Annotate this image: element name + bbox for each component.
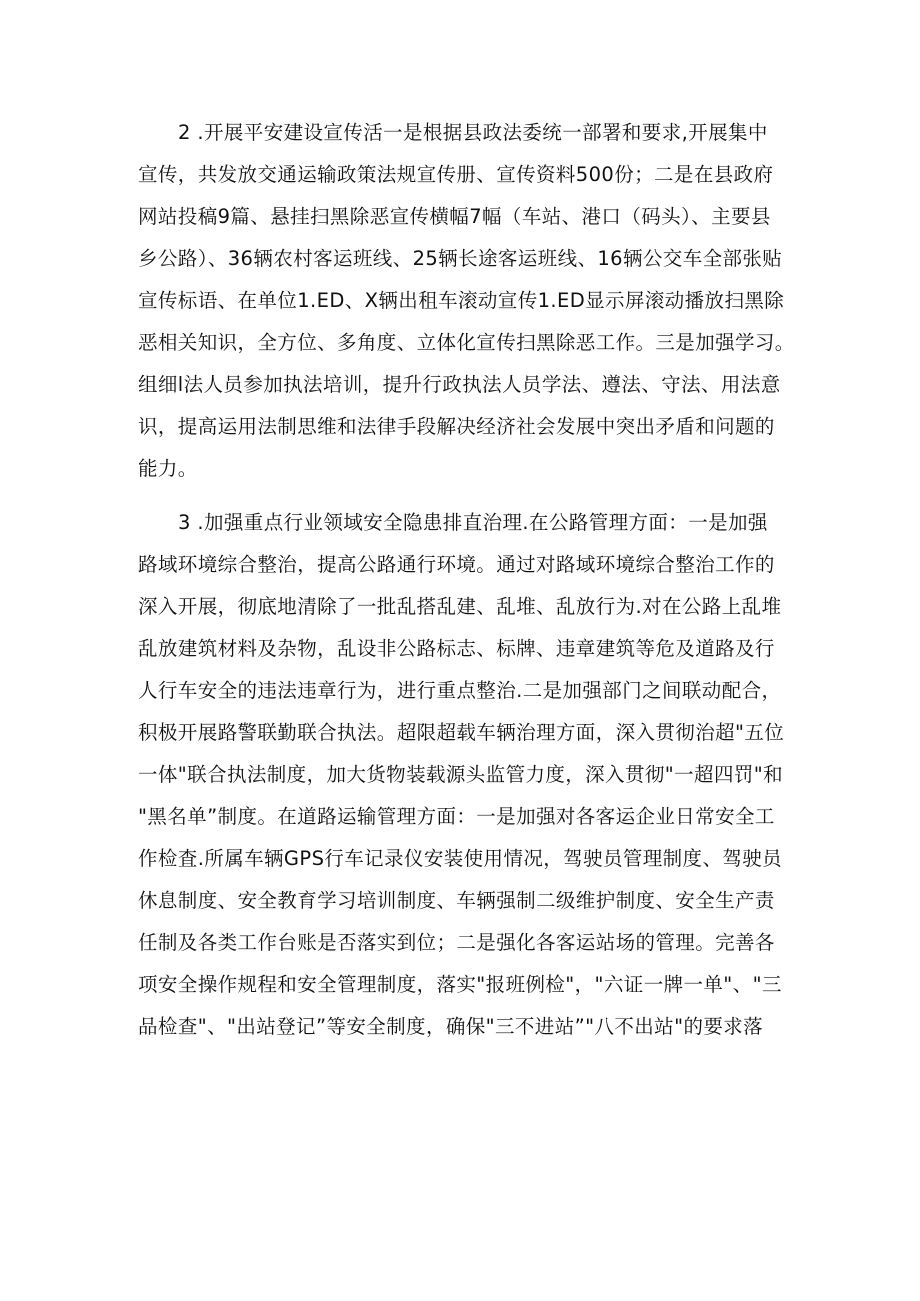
paragraph-line: 作检査.所属车辆GPS行车记录仪安装使用情况，驾驶员管理制度、驾驶员 <box>138 847 783 870</box>
paragraph-line: 一体"联合执法制度，加大货物装载源头监管力度，深入贯彻"一超四罚"和 <box>138 763 784 786</box>
paragraph-line: 任制及各类工作台账是否落实到位；二是强化各客运站场的管理。完善各 <box>138 931 775 954</box>
paragraph-line: 识，提高运用法制思维和法律手段解决经济社会发展中突出矛盾和问题的 <box>138 415 775 438</box>
paragraph-line: 网站投稿9篇、悬挂扫黑除恶宣传横幅7幅（车站、港口（码头）、主要县 <box>138 205 771 228</box>
paragraph-line: 人行车安全的违法违章行为，进行重点整治.二是加强部门之间联动配合， <box>138 679 782 702</box>
paragraph-line: 宣传标语、在单位1.ED、X辆出租车滚动宣传1.ED显示屏滚动播放扫黑除 <box>138 289 785 312</box>
paragraph-line: 2 .开展平安建设宣传活一是根据县政法委统一部署和要求,开展集中 <box>178 121 768 144</box>
paragraph-line: 乱放建筑材料及杂物，乱设非公路标志、标牌、违章建筑等危及道路及行 <box>138 637 775 660</box>
paragraph-line: 恶相关知识，全方位、多角度、立体化宣传扫黑除恶工作。三是加强学习。 <box>138 331 795 354</box>
paragraph-line: 品检查"、"出站登记”等安全制度，确保"三不进站”"八不出站"的要求落 <box>138 1015 764 1038</box>
paragraph-line: 乡公路）、36辆农村客运班线、25辆长途客运班线、16辆公交车全部张贴 <box>138 247 783 270</box>
paragraph-line: 积极开展路警联勤联合执法。超限超载车辆治理方面，深入贯彻治超"五位 <box>138 721 785 744</box>
paragraph-line: 项安全操作规程和安全管理制度，落实"报班例检"，"六证一牌一单"、"三 <box>138 973 782 996</box>
paragraph-line: 宣传，共发放交通运输政策法规宣传册、宣传资料500份；二是在县政府 <box>138 163 774 186</box>
paragraph-3 <box>138 502 798 1048</box>
paragraph-line: 3 .加强重点行业领域安全隐患排直治理.在公路管理方面：一是加强 <box>178 511 768 534</box>
document-body <box>138 112 798 1060</box>
paragraph-line: 深入开展，彻底地清除了一批乱搭乱建、乱堆、乱放行为.对在公路上乱堆 <box>138 595 782 618</box>
paragraph-line: 能力。 <box>138 457 198 480</box>
paragraph-line: 休息制度、安全教育学习培训制度、车辆强制二级维护制度、安全生产责 <box>138 889 775 912</box>
paragraph-line: "黑名单”制度。在道路运输管理方面：一是加强对各客运企业日常安全工 <box>138 805 775 828</box>
paragraph-line: 路域环境综合整治，提高公路通行环境。通过对路域环境综合整治工作的 <box>138 553 775 576</box>
paragraph-2 <box>138 112 798 490</box>
paragraph-line: 组细l法人员参加执法培训，提升行政执法人员学法、遵法、守法、用法意 <box>138 373 781 396</box>
